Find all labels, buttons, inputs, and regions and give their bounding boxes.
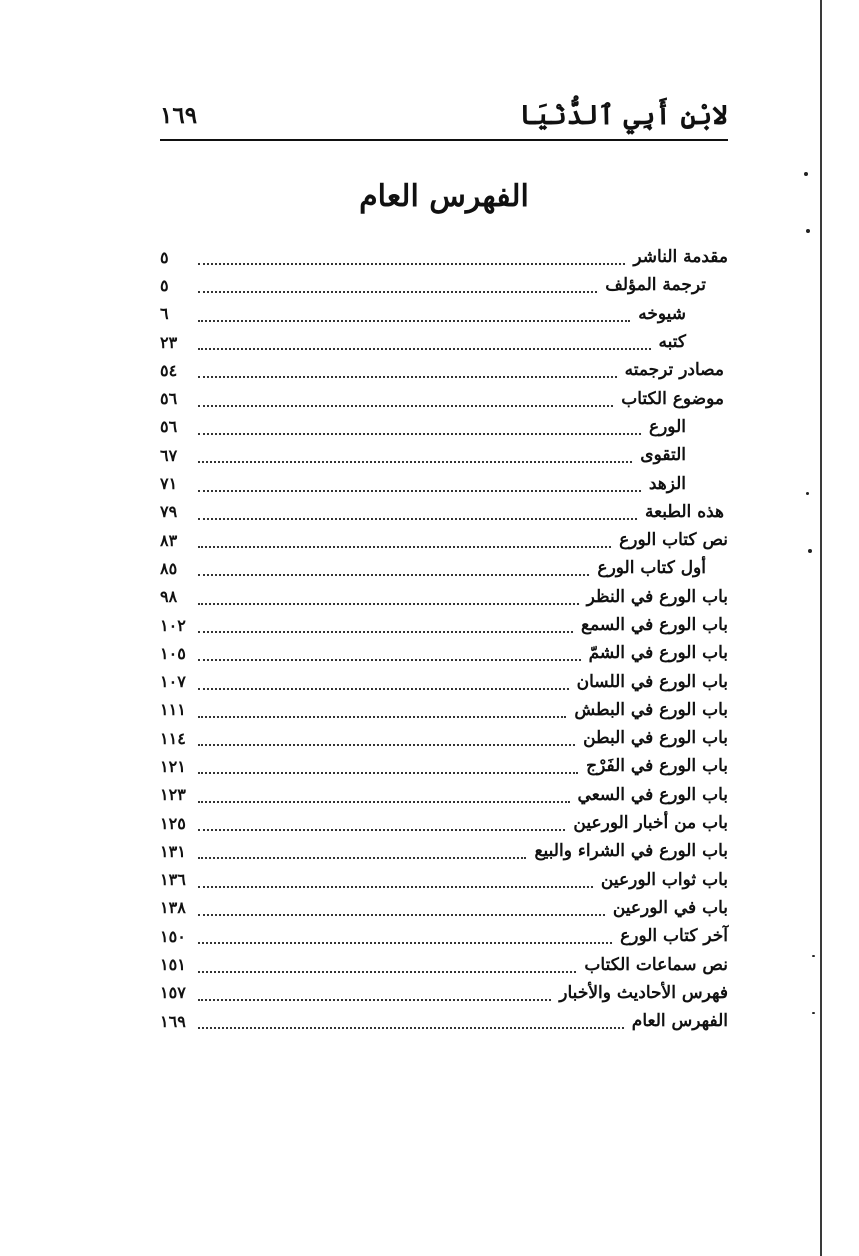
dot-leader xyxy=(198,682,569,690)
dot-leader xyxy=(198,993,551,1001)
toc-entry-label: التقوى xyxy=(640,445,686,466)
dot-leader xyxy=(198,257,625,265)
dot-leader xyxy=(198,908,605,916)
toc-entry-page: ١٠٧ xyxy=(160,672,186,692)
toc-entry-label: باب من أخبار الورعين xyxy=(573,813,728,834)
dot-leader xyxy=(198,936,612,944)
toc-entry-label: نص سماعات الكتاب xyxy=(584,954,728,975)
toc-entry xyxy=(160,271,728,299)
toc-entry-page: ١٢١ xyxy=(160,756,186,776)
toc-entry-page: ٥ xyxy=(160,247,169,267)
running-header xyxy=(160,96,728,136)
toc-entry-label: باب ثواب الورعين xyxy=(600,869,728,890)
toc-entry xyxy=(160,469,728,497)
toc-entry xyxy=(160,611,728,639)
header-rule xyxy=(160,139,728,141)
toc-entry xyxy=(160,979,728,1007)
toc-entry-page: ٩٨ xyxy=(160,587,178,607)
dot-leader xyxy=(198,314,630,322)
toc-entry-label: الفهرس العام xyxy=(631,1011,728,1032)
dot-leader xyxy=(198,653,581,661)
toc-entry-page: ٨٣ xyxy=(160,530,178,550)
dot-leader xyxy=(198,399,613,407)
toc-entry xyxy=(160,696,728,724)
toc-entry-label: باب الورع في البطش xyxy=(574,699,728,720)
dot-leader xyxy=(198,766,578,774)
toc-entry-label: هذه الطبعة xyxy=(644,501,724,522)
dot-leader xyxy=(198,568,589,576)
toc-entry xyxy=(160,554,728,582)
dot-leader xyxy=(198,880,593,888)
toc-entry xyxy=(160,894,728,922)
toc-entry xyxy=(160,413,728,441)
dot-leader xyxy=(198,484,641,492)
toc-entry-label: باب الورع في الفَرْج xyxy=(586,756,728,777)
toc-entry-label: أول كتاب الورع xyxy=(597,558,706,579)
page-edge-line xyxy=(820,0,822,1256)
toc-entry-label: الزهد xyxy=(648,473,686,494)
page-number: ١٦٩ xyxy=(160,102,198,129)
toc-entry-label: مقدمة الناشر xyxy=(633,247,728,268)
toc-entry-label: الورع xyxy=(648,416,686,437)
toc-entry-page: ٢٣ xyxy=(160,332,178,352)
toc-entry-label: آخر كتاب الورع xyxy=(620,926,728,947)
toc-entry xyxy=(160,781,728,809)
dot-leader xyxy=(198,427,641,435)
scan-speck xyxy=(808,549,812,553)
toc-entry-page: ١٥١ xyxy=(160,955,186,975)
toc-entry-page: ٧١ xyxy=(160,474,178,494)
scan-speck xyxy=(806,492,809,495)
toc-entry xyxy=(160,583,728,611)
toc-entry-label: مصادر ترجمته xyxy=(624,360,724,381)
running-title: لابْنِ أَبِي ٱلدُّنْيَا xyxy=(519,100,728,131)
toc-entry xyxy=(160,243,728,271)
toc-entry-page: ١٢٥ xyxy=(160,813,186,833)
toc-entry xyxy=(160,950,728,978)
dot-leader xyxy=(198,285,597,293)
toc-entry-label: ترجمة المؤلف xyxy=(605,275,706,296)
toc-entry-page: ١١١ xyxy=(160,700,186,720)
toc-entry-page: ١١٤ xyxy=(160,728,186,748)
toc-entry xyxy=(160,441,728,469)
toc-entry xyxy=(160,328,728,356)
toc-entry-page: ١٠٢ xyxy=(160,615,186,635)
toc-entry-page: ١٣٦ xyxy=(160,870,186,890)
dot-leader xyxy=(198,710,566,718)
dot-leader xyxy=(198,738,575,746)
dot-leader xyxy=(198,1021,624,1029)
table-of-contents xyxy=(160,243,728,1035)
toc-entry xyxy=(160,526,728,554)
toc-entry xyxy=(160,752,728,780)
dot-leader xyxy=(198,455,632,463)
toc-entry-label: باب الورع في النظر xyxy=(586,586,728,607)
toc-entry-page: ٨٥ xyxy=(160,558,178,578)
scan-speck xyxy=(812,1012,815,1014)
dot-leader xyxy=(198,540,611,548)
dot-leader xyxy=(198,597,579,605)
toc-entry-label: نص كتاب الورع xyxy=(619,530,728,551)
toc-entry-page: ٦٧ xyxy=(160,445,178,465)
toc-title: الفهرس العام xyxy=(359,179,529,214)
toc-entry-page: ١٢٣ xyxy=(160,785,186,805)
toc-entry xyxy=(160,866,728,894)
toc-entry xyxy=(160,300,728,328)
toc-entry-label: باب الورع في السمع xyxy=(581,615,728,635)
toc-entry-label: شيوخه xyxy=(638,303,686,324)
toc-entry-page: ٧٩ xyxy=(160,502,178,522)
toc-entry-page: ١٣٨ xyxy=(160,898,186,918)
dot-leader xyxy=(198,342,651,350)
toc-entry-label: فهرس الأحاديث والأخبار xyxy=(559,982,728,1003)
scan-speck xyxy=(812,955,815,957)
toc-entry-label: باب الورع في البطن xyxy=(583,728,728,749)
toc-entry xyxy=(160,356,728,384)
toc-entry-page: ١٥٧ xyxy=(160,983,186,1003)
dot-leader xyxy=(198,370,617,378)
toc-entry-page: ١٥٠ xyxy=(160,926,186,946)
toc-entry-page: ٥٦ xyxy=(160,417,178,437)
dot-leader xyxy=(198,625,573,633)
toc-entry-page: ٥٤ xyxy=(160,360,178,380)
toc-entry xyxy=(160,809,728,837)
toc-entry-label: باب الورع في الشمّ xyxy=(588,643,728,664)
toc-entry-page: ٥ xyxy=(160,275,169,295)
toc-entry-page: ١٦٩ xyxy=(160,1011,186,1031)
toc-entry xyxy=(160,498,728,526)
dot-leader xyxy=(198,965,576,973)
dot-leader xyxy=(198,512,637,520)
toc-entry xyxy=(160,837,728,865)
toc-entry-page: ٦ xyxy=(160,304,169,324)
toc-entry-label: كتبه xyxy=(658,332,686,353)
toc-entry-page: ١٣١ xyxy=(160,841,186,861)
toc-entry xyxy=(160,1007,728,1035)
scan-speck xyxy=(804,172,808,176)
dot-leader xyxy=(198,795,570,803)
toc-entry-label: موضوع الكتاب xyxy=(621,388,724,409)
scan-speck xyxy=(806,229,810,233)
toc-entry xyxy=(160,922,728,950)
toc-entry xyxy=(160,639,728,667)
toc-entry-label: باب الورع في الشراء والبيع xyxy=(534,841,728,862)
toc-entry xyxy=(160,724,728,752)
toc-entry xyxy=(160,667,728,695)
toc-entry xyxy=(160,384,728,412)
toc-entry-page: ١٠٥ xyxy=(160,643,186,663)
toc-entry-label: باب الورع في السعي xyxy=(577,784,728,805)
toc-entry-label: باب الورع في اللسان xyxy=(576,671,728,692)
dot-leader xyxy=(198,851,526,859)
toc-entry-label: باب في الورعين xyxy=(612,897,728,918)
toc-entry-page: ٥٦ xyxy=(160,389,178,409)
dot-leader xyxy=(198,823,565,831)
